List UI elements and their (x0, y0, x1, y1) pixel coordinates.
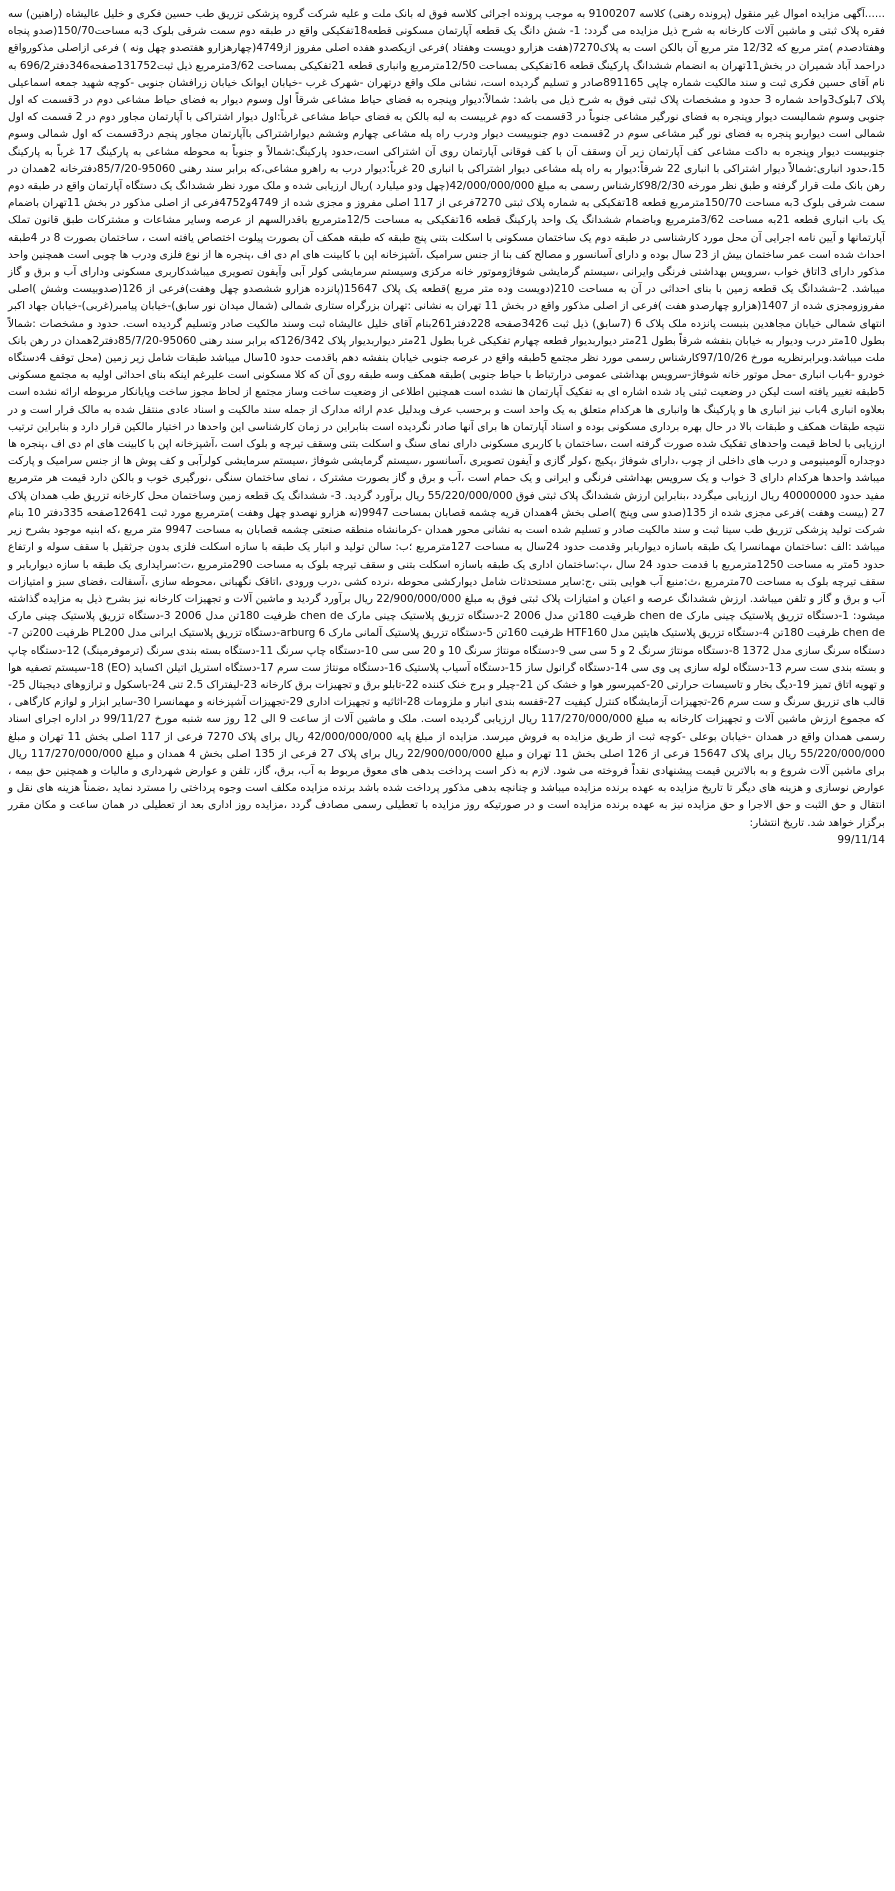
auction-notice-text: ......آگهی مزایده اموال غیر منقول (پرونده رهنی) کلاسه 9100207 به موجب پرونده اجرائی کلاسه فوق له بانک ملت و علیه شرکت گروه پزشکی تزریق طب حسین فکری و خلیل عالیشاه (راهنین) سه فقره پلاک ثبتی و ماشین آلات کارخانه به شرح ذیل مزایده می گردد: 1- شش دانگ یک قطعه آپارتمان مسکونی قطعه18تفکیکی واقع در طبقه دوم سمت شرقی بلوک 3به مساحت150/70(صدو پنجاه وهفتادصدم )متر مربع که 12/32 متر مربع آن بالکن است به پلاک7270(هفت هزارو دویست وهفتاد )فرعی ازیکصدو هفده اصلی مفروز از4749(چهارهزارو هفتصدو چهل ونه ) فرعی ازاصلی مذکورواقع دراحمد آباد شمیران در بخش11تهران به انضمام ششدانگ پارکینگ قطعه 16تفکیکی بمساحت 12/50مترمربع وانباری قطعه 21تفکیکی بمساحت 3/62مترمربع ذیل ثبت131752صفحه346دفتر696/2 به نام آقای حسین فکری ثبت و سند مالکیت شماره چاپی 891165صادر و تسلیم گردیده است، نشانی ملک واقع درتهران -شهرک غرب -خیابان ایوانک خیابان زرافشان جنوبی -کوچه شهید جمعه اسماعیلی پلاک 7بلوک3واحد شماره 3 حدود و مشخصات پلاک ثبتی فوق به شرح ذیل می باشد: شمالاً:دیوار وپنجره به فضای حیاط مشاعی شرقاً اول وسوم دیوار به فضای حیاط مشاعی دوم در 3قسمت که اول جنوبی وسوم شمالیست دیوار وپنجره به فضای نورگیر مشاعی جنوباً در 3قسمت که دوم غربیست به لبه بالکن به فضای حیاط مشاعی غرباً:اول دیوار اشتراکی با آپارتمان مجاور دوم در 2 قسمت که اول شمالی است دیواربو پنجره به فضای نور گیر مشاعی سوم در 2قسمت دوم جنوبیست دیوار ودرب راه پله مشاعی چهارم وششم دیواراشتراکی باآپارتمان مجاور پنجم در3قسمت که اول شمالی وسوم جنوبیست دیوار وپنجره به داکت مشاعی کف آپارتمان زیر آن وسقف آن با کف فوقانی آپارتمان روی آن اشتراکی است،حدود پارکینگ:شمالاً و جنوباً به محوطه مشاعی به پارکینگ 17 غرباً به پارکینگ 15،حدود انباری:شمالاً دیوار اشتراکی با انباری 22 شرقاً:دیوار به راه پله مشاعی دیوار اشتراکی با انباری 20 غرباً:دیوار درب به راهرو مشاعی،که برابر سند رهنی 95060-85/7/20دفترخانه 2همدان در رهن بانک ملت قرار گرفته و طبق نظر مورخه 98/2/30کارشناس رسمی به مبلغ 42/000/000/000(چهل ودو میلیارد )ریال ارزیابی شده و ملک مورد نظر ششدانگ یک دستگاه آپارتمان واقع در طبقه دوم سمت شرقی بلوک 3به مساحت 150/70مترمربع قطعه 18تفکیکی به شماره پلاک ثبتی 7270فرعی از 117 اصلی مفروز و مجزی شده از 4749و4752فرعی از اصلی مذکور در بخش 11تهران باضمام یک باب انباری قطعه 21به مساحت 3/62مترمربع وباضمام ششدانگ یک واحد پارکینگ قطعه 16تفکیکی به مساحت 12/5مترمربع باقدرالسهم از عرصه وسایر مشاعات و مشترکات طبق قانون تملک آپارتمانها و آیین نامه اجرایی آن محل مورد کارشناسی در طبقه دوم یک ساختمان مسکونی با اسکلت بتنی پنج طبقه که طبقه همکف آن بصورت پیلوت اختصاص یافته است ، ساختمان بصورت 8 در 4طبقه احداث شده است عمر ساختمان بیش از 23 سال بوده و دارای آسانسور و مصالح کف بنا از جنس سرامیک ،آشپزخانه اپن با کابینت های ام دی اف ،پنجره ها از نوع فلزی ودرب ها چوبی است همچنین واحد مذکور دارای 3اتاق خواب ،سرویس بهداشتی فرنگی وایرانی ،سیستم گرمایشی شوفاژوموتور خانه مرکزی وسیستم سرمایشی کولر آبی وآیفون تصویری میباشدکاربری مسکونی ودارای آب و برق و گاز میباشد. 2-ششدانگ یک قطعه زمین با بنای احداثی در آن به مساحت 210(دویست وده متر مربع )قطعه یک پلاک 15647(پانزده هزارو ششصدو چهل وهفت)فرعی از 126(صدوبیست وشش )اصلی مفروزومجزی شده از 1407(هزارو چهارصدو هفت )فرعی از اصلی مذکور واقع در بخش 11 تهران به نشانی :تهران بزرگراه ستاری شمالی (شمال میدان نور سابق)-خیابان پیامبر(غربی)-خیابان جهاد اکبر انتهای شمالی خیابان مجاهدین بنبست پانزده ملک پلاک 6 (7سابق) ذیل ثبت 3426صفحه 228دفتر261بنام آقای خلیل عالیشاه ثبت وسند مالکیت صادر وتسلیم گردیده است. حدود و مشخصات :شمالاً بطول 10متر درب ودیوار به خیابان بنفشه شرقاً بطول 21متر دیواربدیوار قطعه چهارم تفکیکی غربا بطول 21متر دیواربدیوار پلاک 126/342که برابر سند رهنی 95060-85/7/20دفتر2همدان در رهن بانک ملت میباشد.وبرابرنظریه مورخ 97/10/26کارشناس رسمی مورد نظر مجتمع 5طبقه واقع در عرصه جنوبی خیابان بنفشه دهم باقدمت حدود 10سال میباشد طبقات شامل زیر زمین (محل توقف 4دستگاه خودرو -4باب انباری -محل موتور خانه شوفاژ-سرویس بهداشتی عمومی درارتباط با حیاط جنوبی )طبقه همکف وسه طبقه روی آن که کلا مسکونی است علیرغم اینکه بنای احداثی اولیه به مجتمع مسکونی 5طبقه تغییر یافته است لیکن در وضعیت ثبتی یاد شده اشاره ای به تفکیک آپارتمان ها نشده است همچنین اطلاعی از وضعیت ساخت وساز مجتمع از لحاظ مجوز ساخت وپایانکار مربوطه ارائه نشده است بعلاوه انباری 4باب نیز انباری ها و پارکینگ ها وانباری ها هرکدام متعلق به یک واحد است و برحسب عرف وبدلیل عدم ارائه مدارک از جمله سند مالکیت و اسناد عادی منتقل شده به مالک قرار است و در نتیجه طبقات همکف و طبقات بالا در حال بهره برداری مسکونی بوده و اسناد آپارتمان ها برای آنها صادر نگردیده است بنابراین در زمان کارشناسی این واحدها در اختیار مالکین قرار دارد و بنابراین ترتیب ارزیابی با لحاظ قیمت واحدهای تفکیک شده صورت گرفته است ،ساختمان با کاربری مسکونی دارای نمای سنگ و اسکلت بتنی وسقف تیرچه و بلوک است ،آشپزخانه اپن با کابینت های ام دی اف ،پنجره ها دوجداره آلومینیومی و درب های داخلی از چوب ،دارای شوفاژ ،پکیج ،کولر گازی و آیفون تصویری ،آسانسور ،سیستم گرمایشی شوفاژ ،سیستم سرمایشی کولرآبی و کف پوش ها از جنس سرامیک و پارکت میباشد واحدها هرکدام دارای 3 خواب و یک سرویس بهداشتی فرنگی و ایرانی و یک حمام است ،آب و برق و گاز بصورت مشترک ، نمای ساختمان سنگی ،نورگیری خوب و بالکن دارد قیمت هر مترمربع مفید حدود 40000000 ریال ارزیابی میگردد ،بنابراین ارزش ششدانگ پلاک ثبتی فوق 55/220/000/000 ریال برآورد گردید. 3- ششدانگ یک قطعه زمین وساختمان محل کارخانه تزریق طب همدان پلاک 27 (بیست وهفت )فرعی مجزی شده از 135(صدو سی وپنج )اصلی بخش 4همدان قریه چشمه قصابان بمساحت 9947(نه هزارو نهصدو چهل وهفت )مترمربع مورد ثبت 12641صفحه 335دفتر 10 بنام شرکت تولید پزشکی تزریق طب سینا ثبت و سند مالکیت صادر و تسلیم شده است به نشانی محور همدان -کرمانشاه منطقه صنعتی چشمه قصابان به مساحت 9947 متر مربع ،که ابنیه موجود بشرح زیر میباشد :الف :ساختمان مهمانسرا یک طبقه باسازه دیواربابر وقدمت حدود 24سال به مساحت 127مترمربع ؛ب: سالن تولید و انبار یک طبقه با سازه اسکلت فلزی بدون جرثقیل با سقف سوله و ارتفاع حدود 5متر به مساحت 1250مترمربع با قدمت حدود 24 سال ،پ:ساختمان اداری یک طبقه باسازه اسکلت بتنی و سقف تیرچه بلوک به مساحت 290مترمربع ،ت:سرایداری یک طبقه با سازه دیواربابر و سقف تیرچه بلوک به مساحت 70مترمربع ،ث:منبع آب هوایی بتنی ،ج:سایر مستحدثات شامل دیوارکشی محوطه ،نرده کشی ،درب ورودی ،اتاقک نگهبانی ،محوطه سازی ،آسفالت ،فضای سبز و امتیازات آب و برق و گاز و تلفن میباشد. ارزش ششدانگ عرصه و اعیان و امتیازات پلاک ثبتی فوق به مبلغ 22/900/000/000 ریال برآورد گردید و ماشین آلات و تجهیزات کارخانه نیز بشرح ذیل به مزایده گذاشته میشود: 1-دستگاه تزریق پلاستیک چینی مارک chen de ظرفیت 180تن مدل 2006 2-دستگاه تزریق پلاستیک چینی مارک chen de ظرفیت 180تن مدل 2006 3-دستگاه تزریق پلاستیک چینی مارک chen de ظرفیت 180تن 4-دستگاه تزریق پلاستیک هایتین مدل HTF160 ظرفیت 160تن 5-دستگاه تزریق پلاستیک آلمانی مارک arburg 6-دستگاه تزریق پلاستیک ایرانی مدل PL200 ظرفیت 200تن 7-دستگاه سرنگ سازی مدل 1372 8-دستگاه مونتاژ سرنگ 2 و 5 سی سی 9-دستگاه مونتاژ سرنگ 10 و 20 سی سی 10-دستگاه چاپ سرنگ 11-دستگاه بسته بندی سرنگ (ترموفرمینگ) 12-دستگاه چاپ و بسته بندی ست سرم 13-دستگاه لوله سازی پی وی سی 14-دستگاه گرانول ساز 15-دستگاه آسیاب پلاستیک 16-دستگاه مونتاژ ست سرم 17-دستگاه استریل اتیلن اکساید (EO) 18-سیستم تصفیه هوا و تهویه اتاق تمیز 19-دیگ بخار و تاسیسات حرارتی 20-کمپرسور هوا و خشک کن 21-چیلر و برج خنک کننده 22-تابلو برق و تجهیزات برق کارخانه 23-لیفتراک 2.5 تنی 24-باسکول و ترازوهای دیجیتال 25-قالب های تزریق سرنگ و ست سرم 26-تجهیزات آزمایشگاه کنترل کیفیت 27-قفسه بندی انبار و ملزومات 28-اثاثیه و تجهیزات اداری 29-تجهیزات آشپزخانه و مهمانسرا 30-سایر ابزار و لوازم کارگاهی ، که مجموع ارزش ماشین آلات و تجهیزات کارخانه به مبلغ 117/270/000/000 ریال ارزیابی گردیده است. ملک و ماشین آلات از ساعت 9 الی 12 روز سه شنبه مورخ 99/11/27 در اداره اجرای اسناد رسمی همدان واقع در همدان -خیابان بوعلی -کوچه ثبت از طریق مزایده به فروش میرسد. مزایده از مبلغ پایه 42/000/000/000 ریال برای پلاک 7270 فرعی از 117 اصلی بخش 11 تهران و مبلغ 55/220/000/000 ریال برای پلاک 15647 فرعی از 126 اصلی بخش 11 تهران و مبلغ 22/900/000/000 ریال برای پلاک 27 فرعی از 135 اصلی بخش 4 همدان و مبلغ 117/270/000/000 ریال برای ماشین آلات شروع و به بالاترین قیمت پیشنهادی نقداً فروخته می شود. لازم به ذکر است پرداخت بدهی های معوق مربوط به آب، برق، گاز، تلفن و عوارض شهرداری و مالیات و همچنین حق بیمه ، عوارض نوسازی و هزینه های دیگر تا تاریخ مزایده به عهده برنده مزایده میباشد و چنانچه بدهی مذکور پرداخت شده باشد برنده مزایده مکلف است وجوه پرداختی را مسترد نماید ،ضمناً هزینه های نقل و انتقال و حق الثبت و حق الاجرا و حق مزایده نیز به عهده برنده مزایده است و در صورتیکه روز مزایده با تعطیلی رسمی مصادف گردد ،مزایده روز اداری بعد از تعطیلی در همان ساعت و مکان مقرر برگزار خواهد شد. تاریخ انتشار: (8, 8, 886, 829)
publish-date: 99/11/14 (837, 833, 885, 846)
